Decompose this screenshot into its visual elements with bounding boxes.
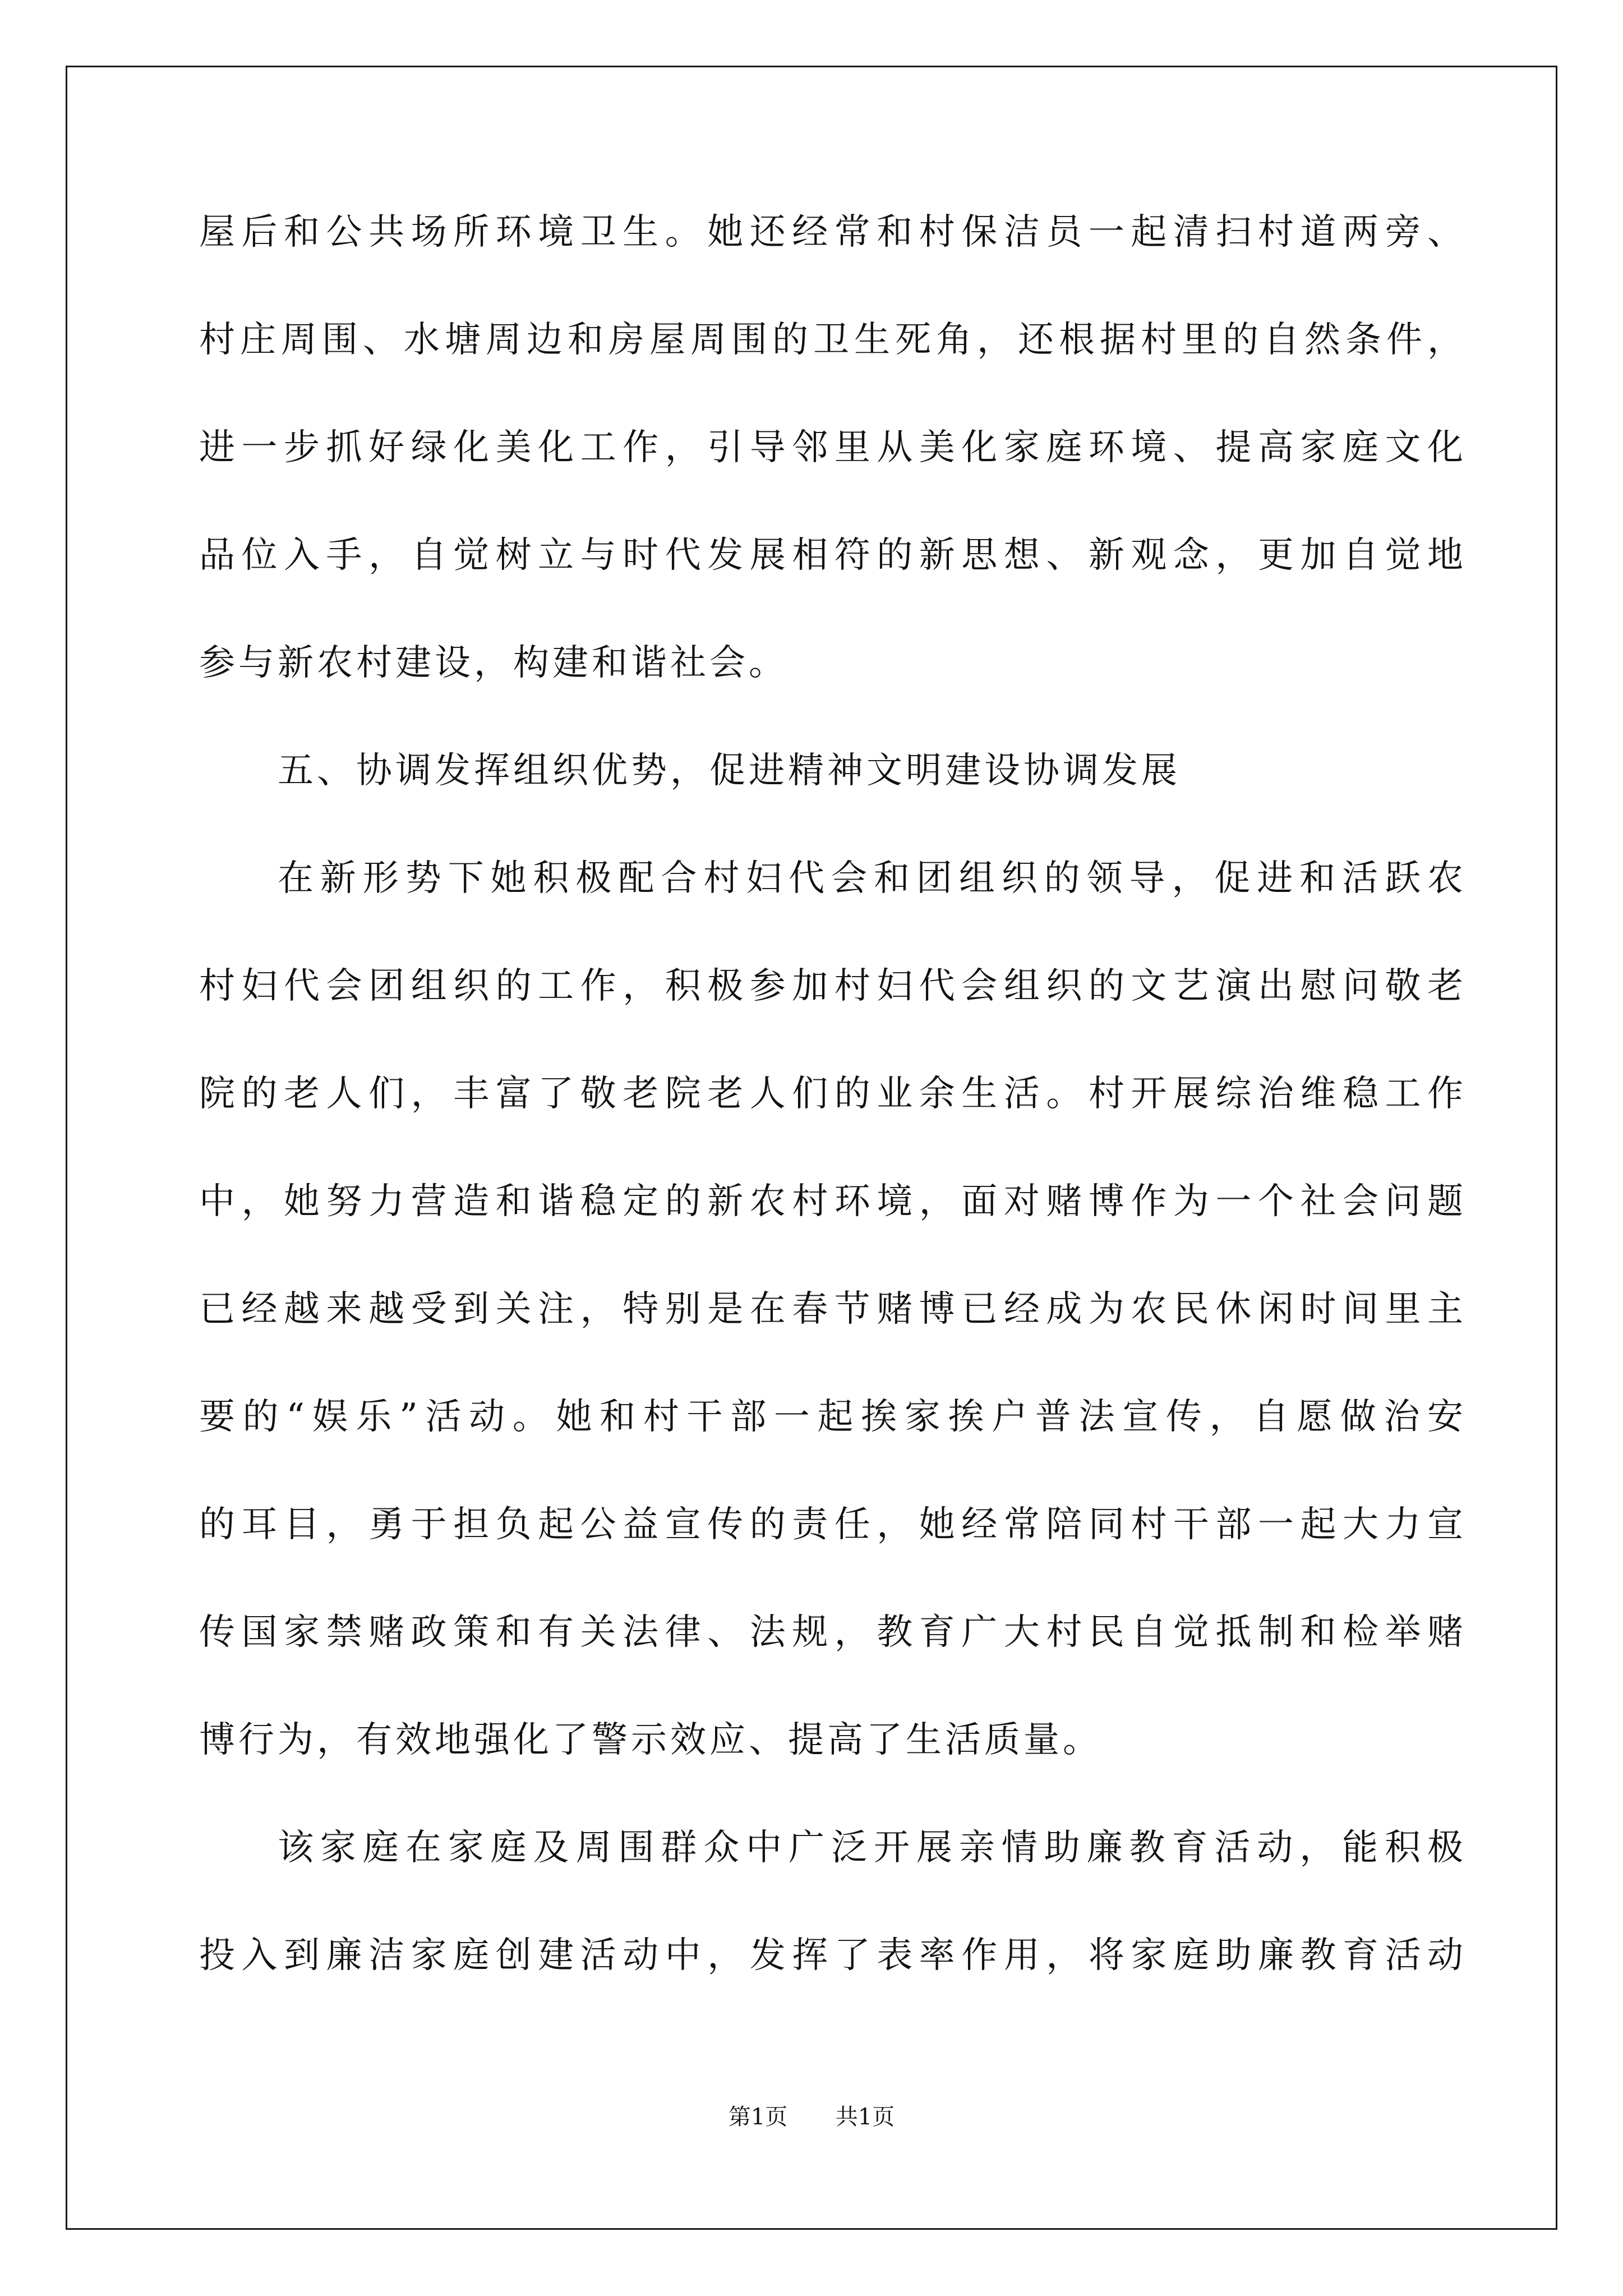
section-heading: 五、协调发挥组织优势，促进精神文明建设协调发展 — [278, 750, 1181, 792]
page-total: 共1页 — [835, 2104, 895, 2130]
text-line: 在新形势下她积极配合村妇代会和团组织的领导，促进和活跃农 — [278, 858, 1467, 899]
document-body — [199, 178, 1467, 2009]
text-line: 已经越来越受到关注，特别是在春节赌博已经成为农民休闲时间里主 — [199, 1289, 1467, 1330]
text-line: 要的“娱乐”活动。她和村干部一起挨家挨户普法宣传，自愿做治安 — [199, 1396, 1467, 1438]
text-line: 院的老人们，丰富了敬老院老人们的业余生活。村开展综治维稳工作 — [199, 1073, 1467, 1115]
text-line: 的耳目，勇于担负起公益宣传的责任，她经常陪同村干部一起大力宣 — [199, 1504, 1467, 1545]
text-line: 传国家禁赌政策和有关法律、法规，教育广大村民自觉抵制和检举赌 — [199, 1612, 1467, 1653]
text-line: 投入到廉洁家庭创建活动中，发挥了表率作用，将家庭助廉教育活动 — [199, 1935, 1467, 1976]
text-line: 屋后和公共场所环境卫生。她还经常和村保洁员一起清扫村道两旁、 — [199, 211, 1467, 253]
text-line: 博行为，有效地强化了警示效应、提高了生活质量。 — [199, 1719, 1102, 1761]
text-line: 该家庭在家庭及周围群众中广泛开展亲情助廉教育活动，能积极 — [278, 1827, 1467, 1869]
page-number: 第1页 — [728, 2104, 788, 2130]
text-line: 中，她努力营造和谐稳定的新农村环境，面对赌博作为一个社会问题 — [199, 1181, 1467, 1222]
text-line: 参与新农村建设，构建和谐社会。 — [199, 642, 788, 684]
page-footer — [0, 2099, 1623, 2131]
text-line: 品位入手，自觉树立与时代发展相符的新思想、新观念，更加自觉地 — [199, 535, 1467, 576]
text-line: 村妇代会团组织的工作，积极参加村妇代会组织的文艺演出慰问敬老 — [199, 965, 1467, 1007]
text-line: 进一步抓好绿化美化工作，引导邻里从美化家庭环境、提高家庭文化 — [199, 427, 1467, 468]
text-line: 村庄周围、水塘周边和房屋周围的卫生死角，还根据村里的自然条件， — [199, 319, 1467, 361]
